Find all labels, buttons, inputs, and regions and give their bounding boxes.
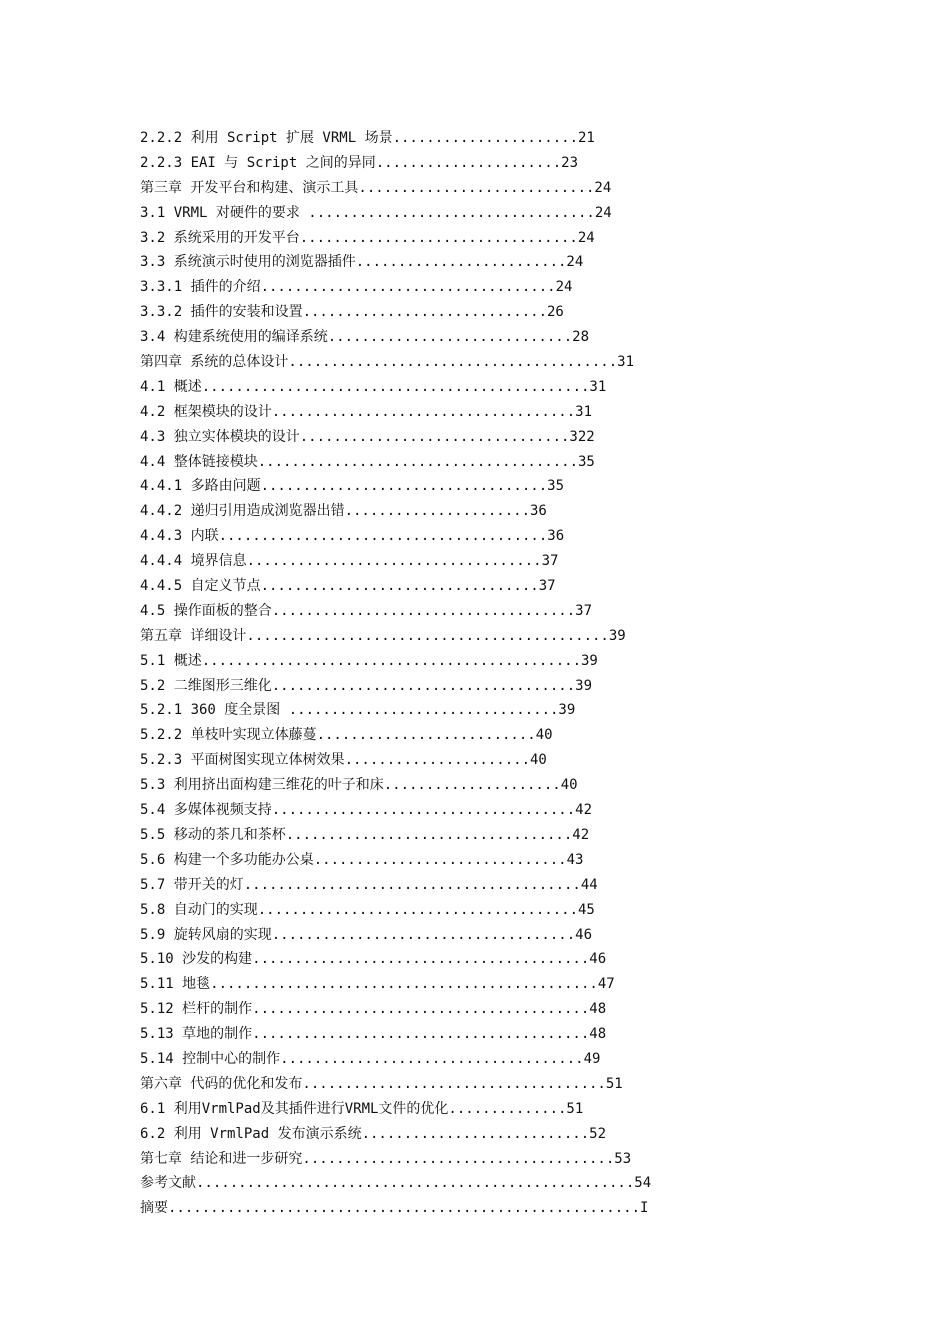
toc-entry: 5.6 构建一个多功能办公桌..............................43 [140, 851, 584, 868]
toc-entry: 4.4.4 境界信息...................................37 [140, 553, 559, 570]
toc-entry: 5.8 自动门的实现......................................45 [140, 901, 595, 918]
toc-entry: 2.2.2 利用 Script 扩展 VRML 场景......................21 [140, 130, 595, 146]
toc-entry: 5.3 利用挤出面构建三维花的叶子和床.....................40 [140, 777, 578, 794]
toc-entry: 第五章 详细设计...........................................39 [140, 627, 626, 644]
toc-entry: 5.2 二维图形三维化....................................39 [140, 677, 593, 694]
toc-entry: 4.5 操作面板的整合....................................37 [140, 602, 593, 619]
toc-entry: 摘要........................................................I [140, 1200, 649, 1217]
toc-entry: 5.12 栏杆的制作........................................48 [140, 1001, 607, 1018]
toc-entry: 4.3 独立实体模块的设计................................322 [140, 428, 595, 445]
toc-entry: 第六章 代码的优化和发布....................................51 [140, 1075, 623, 1092]
toc-entry: 参考文献....................................................54 [140, 1175, 652, 1192]
toc-entry: 5.13 草地的制作........................................48 [140, 1026, 607, 1043]
toc-entry: 5.10 沙发的构建........................................46 [140, 951, 607, 968]
toc-entry: 5.2.3 平面树图实现立体树效果......................40 [140, 752, 547, 769]
toc-entry: 5.14 控制中心的制作....................................49 [140, 1050, 601, 1067]
toc-entry: 5.2.1 360 度全景图 ................................39 [140, 702, 576, 719]
toc-entry: 5.2.2 单枝叶实现立体藤蔓..........................40 [140, 727, 553, 744]
toc-entry: 4.4.5 自定义节点.................................37 [140, 578, 556, 595]
toc-entry: 3.4 构建系统使用的编译系统.............................28 [140, 329, 590, 346]
toc-entry: 4.4 整体链接模块......................................35 [140, 453, 595, 470]
toc-entry: 3.1 VRML 对硬件的要求 ..................................24 [140, 204, 612, 221]
toc-entry: 3.2 系统采用的开发平台.................................24 [140, 229, 595, 246]
toc-entry: 4.2 框架模块的设计....................................31 [140, 403, 593, 420]
toc-entry: 5.7 带开关的灯........................................44 [140, 876, 598, 893]
toc-entry: 第三章 开发平台和构建、演示工具............................24 [140, 179, 612, 196]
toc-entry: 6.2 利用 VrmlPad 发布演示系统...........................52 [140, 1125, 607, 1142]
table-of-contents [140, 126, 700, 1221]
toc-entry: 6.1 利用VrmlPad及其插件进行VRML文件的优化..............51 [140, 1100, 584, 1117]
toc-entry: 5.5 移动的茶几和茶杯..................................42 [140, 826, 590, 843]
toc-entry: 第七章 结论和进一步研究.....................................53 [140, 1150, 632, 1167]
toc-entry: 3.3.2 插件的安装和设置.............................26 [140, 304, 564, 321]
toc-entry: 5.11 地毯..............................................47 [140, 976, 615, 993]
toc-entry: 5.9 旋转风扇的实现....................................46 [140, 926, 593, 943]
toc-entry: 2.2.3 EAI 与 Script 之间的异同......................23 [140, 154, 579, 171]
toc-entry: 3.3.1 插件的介绍...................................24 [140, 279, 573, 296]
toc-entry: 5.1 概述.............................................39 [140, 652, 598, 669]
toc-entry: 4.4.3 内联.......................................36 [140, 528, 565, 545]
toc-entry: 4.4.2 递归引用造成浏览器出错......................36 [140, 503, 547, 520]
toc-entry: 第四章 系统的总体设计.......................................31 [140, 354, 635, 371]
toc-entry: 3.3 系统演示时使用的浏览器插件.........................24 [140, 254, 584, 271]
toc-entry: 4.1 概述..............................................31 [140, 378, 607, 395]
toc-entry: 4.4.1 多路由问题..................................35 [140, 478, 565, 495]
toc-entry: 5.4 多媒体视频支持....................................42 [140, 802, 593, 819]
